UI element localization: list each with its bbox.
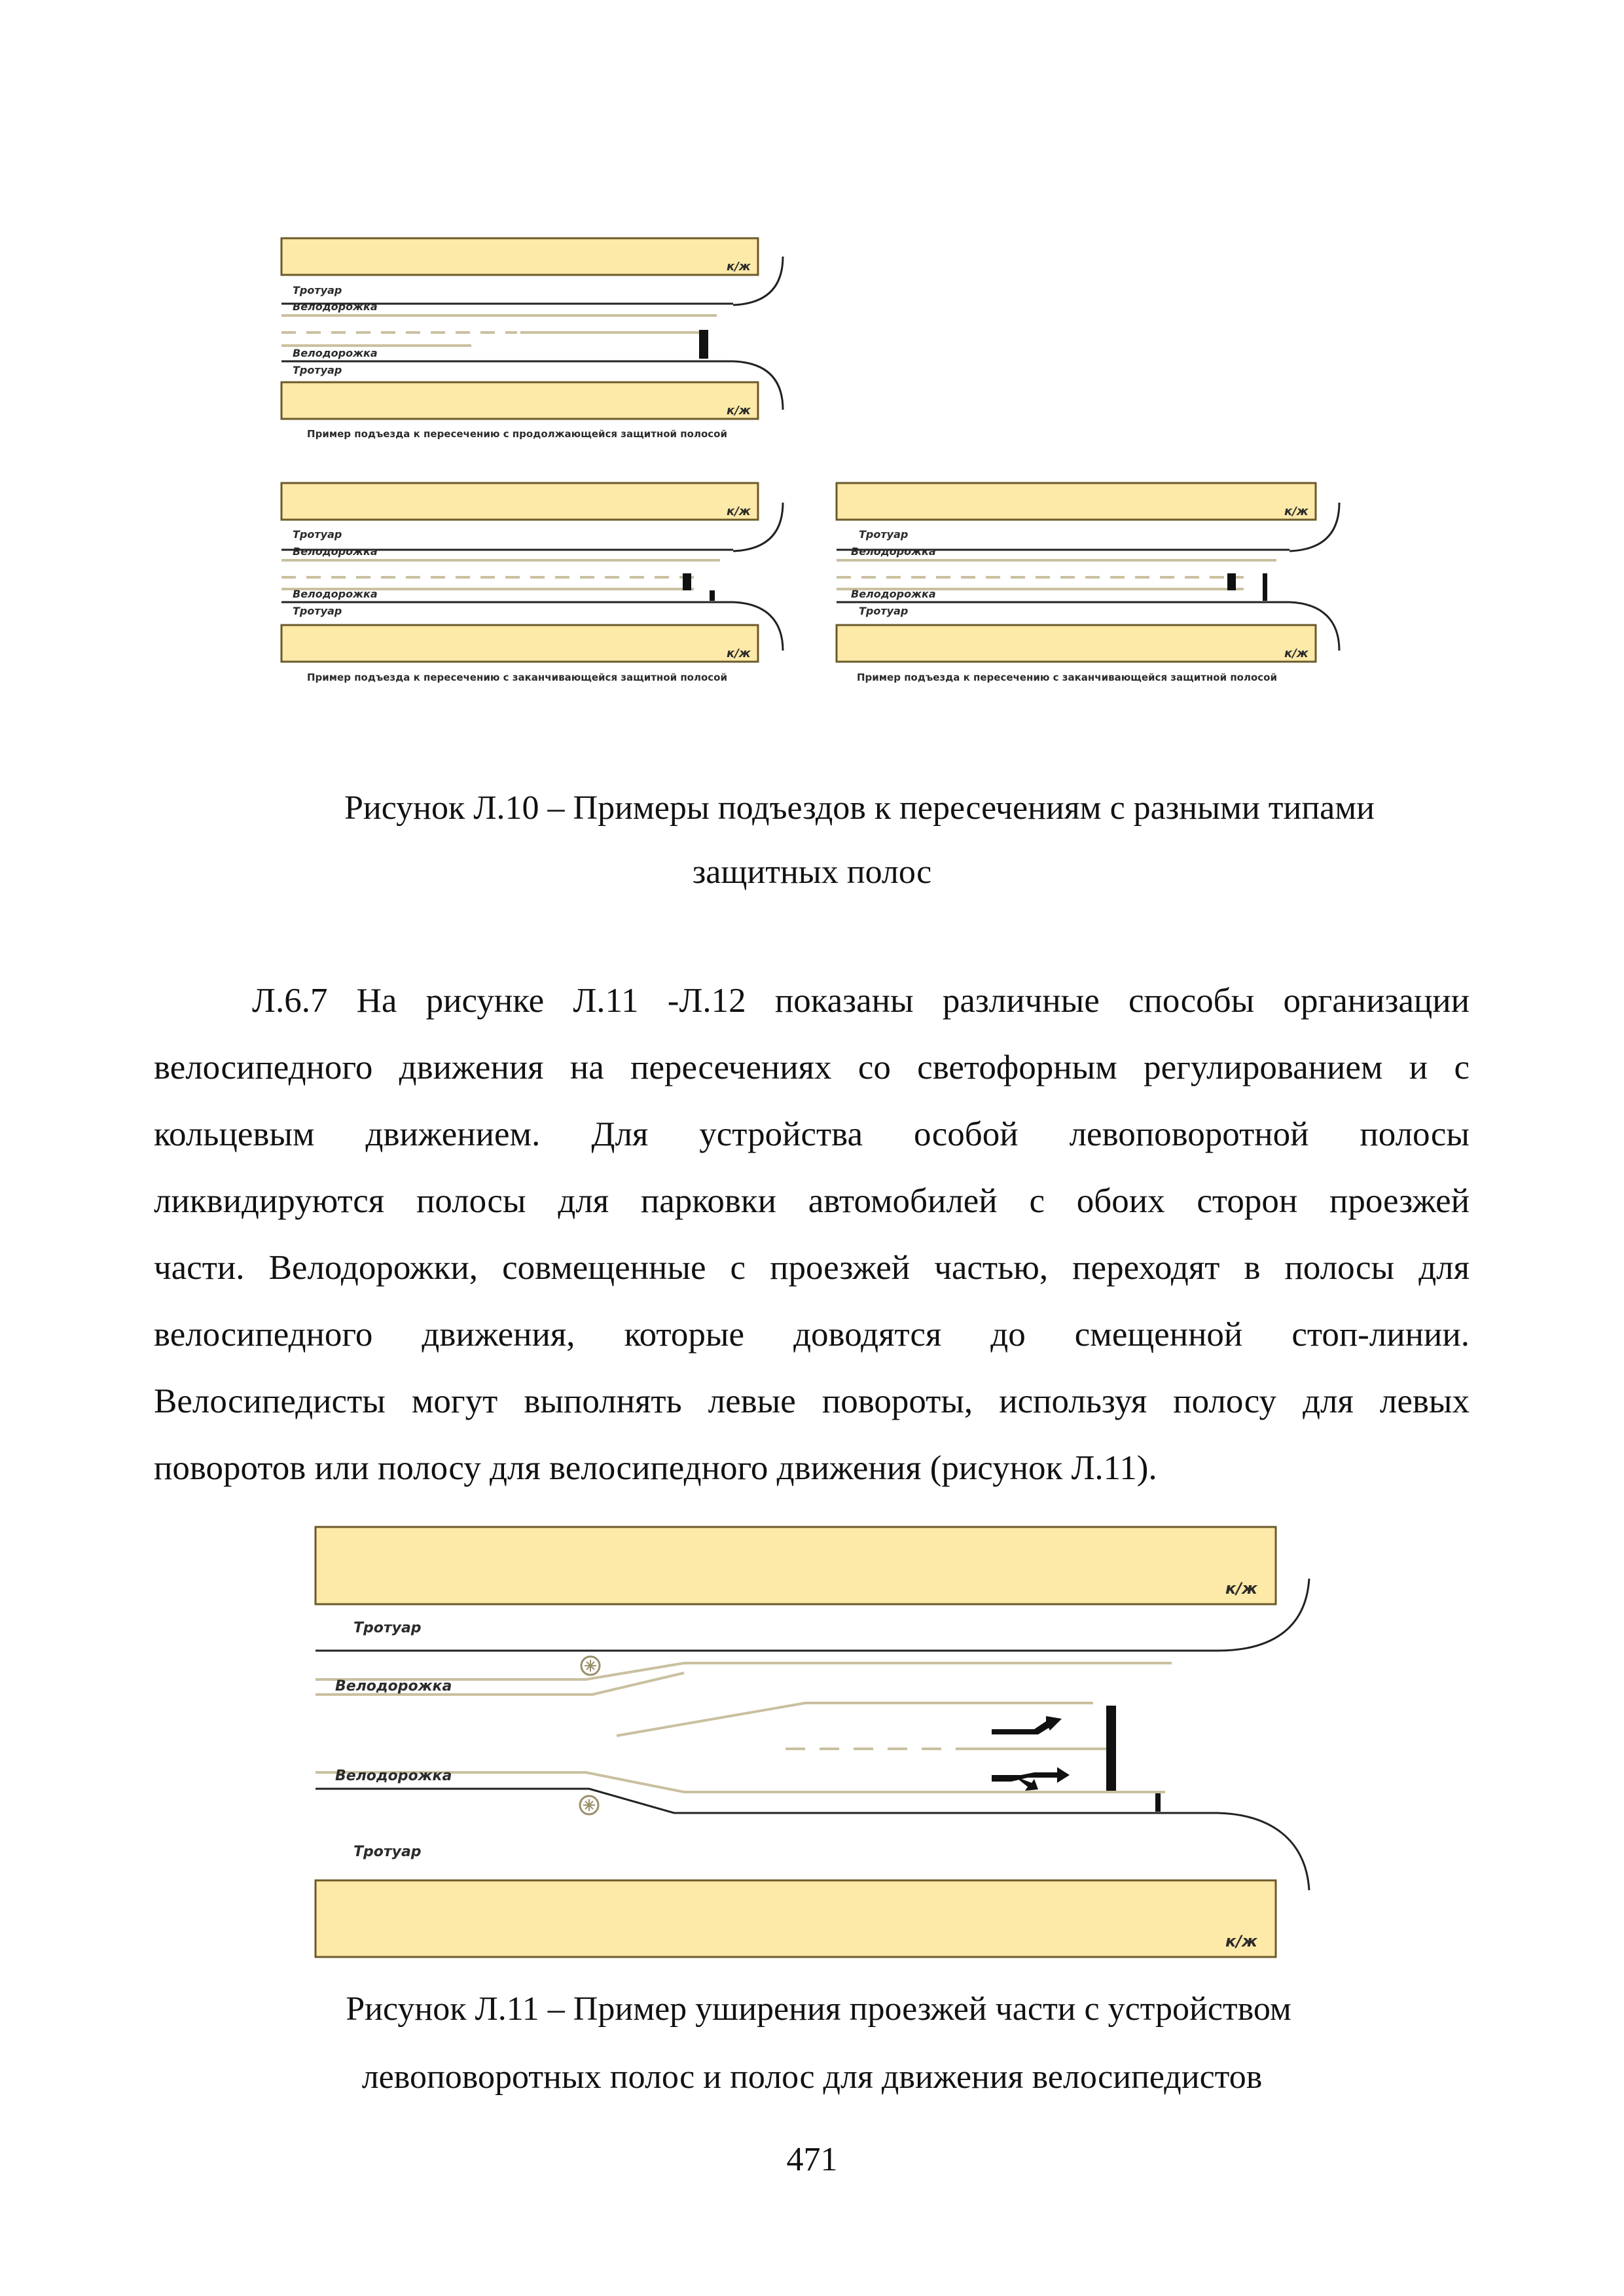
caption-line: левоповоротных полос и полос для движения велосипедистов bbox=[361, 2058, 1263, 2096]
label-velodorozhka-upper: Велодорожка bbox=[293, 545, 378, 558]
diagram-ending-protective-lane-right bbox=[837, 483, 1339, 683]
label-trotuar-upper: Тротуар bbox=[293, 528, 342, 541]
lower-block bbox=[281, 382, 758, 419]
page-number: 471 bbox=[786, 2141, 838, 2178]
paragraph-line: кольцевым движением. Для устройства особой левоповоротной полосы bbox=[154, 1115, 1470, 1153]
label-trotuar-upper: Тротуар bbox=[859, 528, 909, 541]
caption-line: Рисунок Л.10 – Примеры подъездов к пересечениям с разными типами bbox=[344, 789, 1375, 827]
paragraph-line: ликвидируются полосы для парковки автомобилей с обоих сторон проезжей bbox=[154, 1182, 1470, 1220]
label-kzh-lower: к/ж bbox=[1284, 647, 1308, 660]
paragraph-line: Л.6.7 На рисунке Л.11 -Л.12 показаны различные способы организации bbox=[252, 982, 1470, 1020]
tree-icon bbox=[580, 1796, 598, 1814]
paragraph-line: велосипедного движения, которые доводятся до смещенной стоп-линии. bbox=[154, 1316, 1470, 1354]
label-trotuar-lower: Тротуар bbox=[293, 605, 342, 617]
diagram-caption: Пример подъезда к пересечению с продолжающейся защитной полосой bbox=[307, 428, 727, 440]
label-kzh-lower: к/ж bbox=[727, 647, 751, 660]
diagram-caption: Пример подъезда к пересечению с заканчивающейся защитной полосой bbox=[857, 672, 1277, 683]
caption-line: защитных полос bbox=[692, 853, 932, 891]
tree-icon bbox=[581, 1657, 600, 1675]
label-kzh-upper: к/ж bbox=[727, 260, 751, 274]
bike-stop-line bbox=[710, 590, 715, 601]
upper-bike-lane-edge bbox=[316, 1663, 1172, 1679]
figure-l11-caption bbox=[0, 1990, 1624, 2097]
stop-line bbox=[1227, 573, 1236, 590]
label-kzh-upper: к/ж bbox=[727, 505, 751, 518]
label-velodorozhka-upper: Велодорожка bbox=[335, 1678, 452, 1695]
upper-block bbox=[281, 238, 758, 275]
lower-block bbox=[837, 625, 1316, 662]
figure-l10 bbox=[0, 0, 1624, 720]
paragraph-line: велосипедного движения на пересечениях со светофорным регулированием и с bbox=[154, 1049, 1470, 1086]
upper-block bbox=[316, 1527, 1276, 1604]
curb-curve-lower bbox=[1218, 1813, 1309, 1890]
caption-line: Рисунок Л.11 – Пример уширения проезжей части с устройством bbox=[346, 1990, 1291, 2028]
label-velodorozhka-lower: Велодорожка bbox=[335, 1768, 452, 1784]
stop-line bbox=[1106, 1706, 1116, 1793]
diagram-caption: Пример подъезда к пересечению с заканчивающейся защитной полосой bbox=[307, 672, 727, 683]
upper-block bbox=[281, 483, 758, 520]
left-turn-arrow-icon bbox=[992, 1716, 1062, 1734]
label-velodorozhka-upper: Велодорожка bbox=[851, 545, 936, 558]
label-kzh-lower: к/ж bbox=[1225, 1932, 1257, 1950]
paragraph-line: Велосипедисты могут выполнять левые повороты, используя полосу для левых bbox=[154, 1382, 1470, 1420]
paragraph-line: части. Велодорожки, совмещенные с проезжей частью, переходят в полосы для bbox=[154, 1249, 1470, 1287]
label-trotuar-upper: Тротуар bbox=[353, 1620, 422, 1636]
label-trotuar-upper: Тротуар bbox=[293, 284, 342, 296]
diagram-continuing-protective-lane bbox=[281, 238, 783, 440]
upper-block bbox=[837, 483, 1316, 520]
label-trotuar-lower: Тротуар bbox=[353, 1844, 422, 1860]
bike-stop-line bbox=[1155, 1792, 1161, 1812]
paragraph-line: поворотов или полосу для велосипедного движения (рисунок Л.11). bbox=[154, 1449, 1157, 1487]
label-velodorozhka-lower: Велодорожка bbox=[293, 347, 378, 359]
stop-line bbox=[683, 573, 691, 590]
label-velodorozhka-lower: Велодорожка bbox=[851, 588, 936, 600]
bike-stop-line bbox=[1263, 573, 1267, 601]
label-kzh-upper: к/ж bbox=[1225, 1579, 1257, 1598]
label-velodorozhka-upper: Велодорожка bbox=[293, 300, 378, 313]
label-trotuar-lower: Тротуар bbox=[859, 605, 909, 617]
diagram-ending-protective-lane-left bbox=[281, 483, 783, 683]
body-paragraph bbox=[154, 967, 1470, 1501]
lower-block bbox=[316, 1880, 1276, 1957]
straight-and-left-arrow-icon bbox=[992, 1767, 1070, 1791]
figure-l11 bbox=[0, 1505, 1624, 1977]
stop-line bbox=[699, 330, 708, 359]
label-kzh-upper: к/ж bbox=[1284, 505, 1308, 518]
lower-block bbox=[281, 625, 758, 662]
label-trotuar-lower: Тротуар bbox=[293, 364, 342, 376]
figure-l10-caption bbox=[0, 789, 1624, 892]
label-kzh-lower: к/ж bbox=[727, 404, 751, 418]
label-velodorozhka-lower: Велодорожка bbox=[293, 588, 378, 600]
